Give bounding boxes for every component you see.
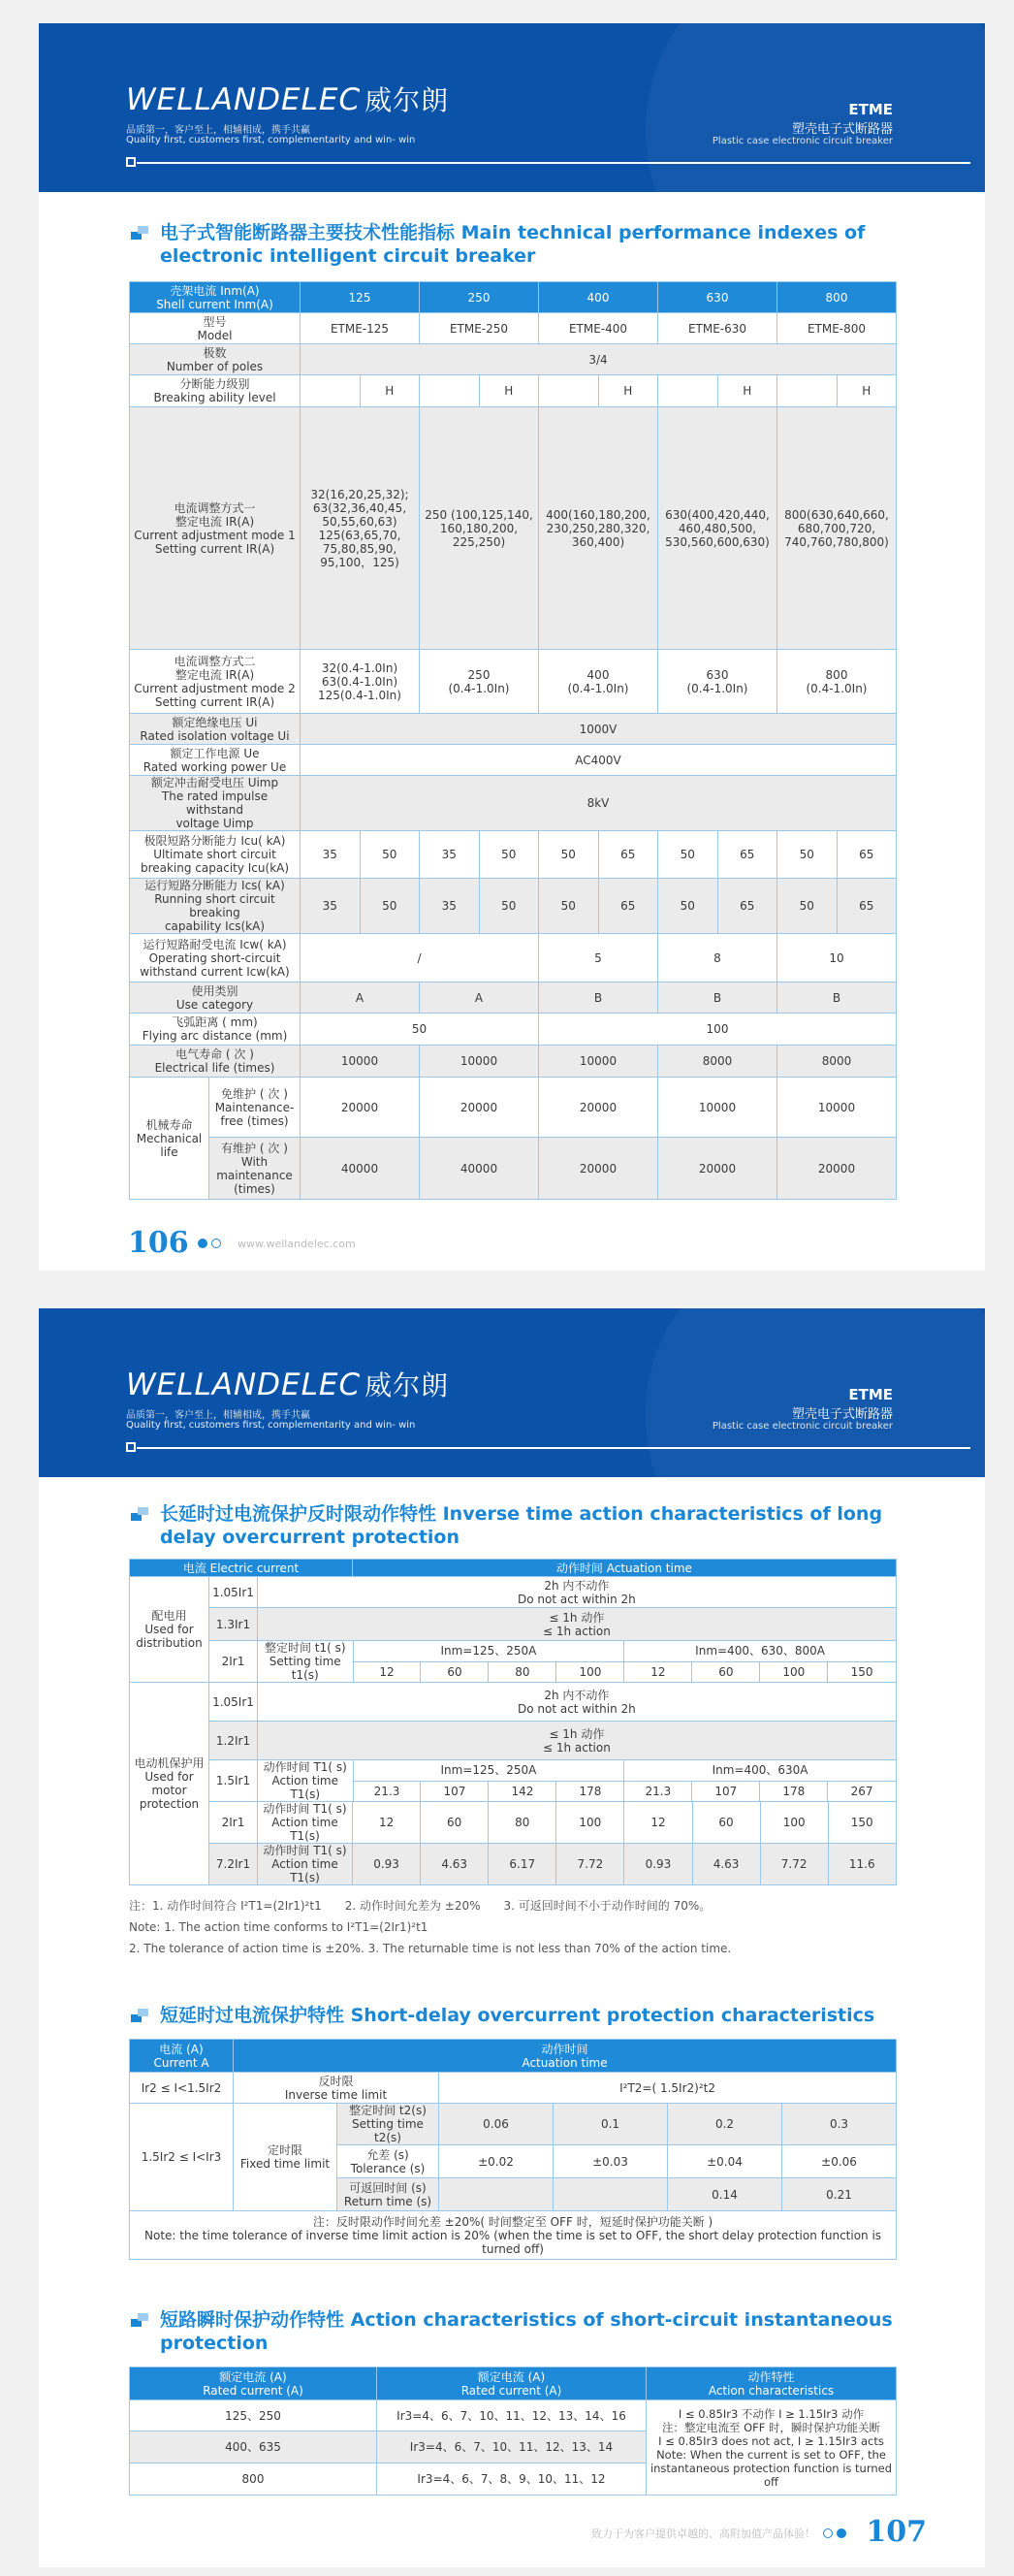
table-cell: 7.72 [556,1844,624,1885]
page-header [39,23,985,192]
table-cell: 8 [658,934,777,982]
table-cell: 125、250 [130,2400,377,2431]
table-cell: 整定时间 t1( s) Setting time t1(s) [258,1641,353,1682]
table-cell: 1.2Ir1 [209,1722,258,1760]
table-row [130,2367,897,2400]
table-cell: Inm=400、630、800A [624,1641,896,1661]
row-label: 极数 Number of poles [130,344,301,375]
row-label: 机械寿命 Mechanical life [130,1078,209,1200]
table-cell: 12 [353,1802,421,1844]
table-cell: H [360,375,420,407]
table-cell: 178 [760,1781,828,1801]
row-label: 电流调整方式二 整定电流 IR(A) Current adjustment mode 2 Setting current IR(A) [130,650,301,714]
table-cell: ≤ 1h 动作 ≤ 1h action [258,1722,897,1760]
table-cell: 150 [828,1661,896,1682]
table-row [130,745,897,776]
row-label: 极限短路分断能力 Icu( kA) Ultimate short circuit breaking capacity Icu(kA) [130,831,301,879]
table-cell: 400 (0.4-1.0In) [539,650,658,714]
table-cell: 50 [479,879,539,934]
table-cell: 107 [692,1781,760,1801]
section-square-icon [131,2009,148,2022]
table-cell: Ir2 ≤ I<1.5Ir2 [130,2073,234,2104]
table-cell: 动作时间 T1( s) Action time T1(s) [258,1760,353,1801]
table-header: 额定电流 (A) Rated current (A) [130,2367,377,2400]
table-row [130,831,897,879]
table-cell: 5 [539,934,658,982]
row-label: 壳架电流 Inm(A) Shell current Inm(A) [130,282,301,313]
table-cell: 800 [130,2463,377,2496]
table-cell: H [717,375,777,407]
table-cell: 50 [658,879,718,934]
table-cell: 12 [624,1802,692,1844]
table-cell: 65 [837,831,897,879]
table-cell: 178 [556,1781,624,1801]
table-cell: 40000 [420,1138,539,1200]
table-cell: 60 [692,1661,760,1682]
table-cell: 80 [489,1661,556,1682]
row-label: 电气寿命 ( 次 ) Electrical life (times) [130,1046,301,1078]
nested-table [258,1641,896,1682]
table-cell: 3/4 [301,344,897,375]
table-cell: 35 [420,879,480,934]
table-cell: 50 [777,879,838,934]
table-cell: 80 [489,1802,556,1844]
table-cell: Ir3=4、6、7、10、11、12、13、14 [377,2431,647,2463]
table-cell: B [658,982,777,1014]
page-number: 107 [866,2515,927,2549]
table-cell: 1.05Ir1 [209,1577,258,1608]
table-cell: Inm=400、630A [624,1760,896,1781]
header-square-mark [126,157,136,167]
table-cell: 20000 [777,1138,897,1200]
table-cell: 0.14 [668,2178,782,2211]
section-square-icon [131,2313,148,2327]
table-cell: 12 [353,1661,421,1682]
table-cell: 40000 [301,1138,420,1200]
table-cell: 32(0.4-1.0In) 63(0.4-1.0In) 125(0.4-1.0In) [301,650,420,714]
table-cell: 100 [539,1014,897,1046]
table-cell: A [301,982,420,1014]
table-cell: 1000V [301,714,897,745]
table-row [130,650,897,714]
note-en: 2. The tolerance of action time is ±20%. 3. The returnable time is not less than 70% of the action time. [129,1942,732,1955]
row-label: 型号 Model [130,313,301,344]
table-cell: 可返回时间 (s) Return time (s) [337,2178,439,2211]
table-cell: 65 [837,879,897,934]
table-cell: 50 [539,831,599,879]
table-cell: 4.63 [692,1844,760,1885]
row-label: 配电用 Used for distribution [130,1577,209,1683]
table-header: 电流 (A) Current A [130,2040,234,2073]
row-label: 额定绝缘电压 Ui Rated isolation voltage Ui [130,714,301,745]
table-row [130,2040,897,2073]
table-row [130,344,897,375]
table-row [130,1641,897,1683]
page-number: 106 [128,1226,189,1260]
row-label: 分断能力级别 Breaking ability level [130,375,301,407]
table-cell [301,375,361,407]
table-cell: 8000 [777,1046,897,1078]
table-row [130,879,897,934]
table-cell: ±0.02 [439,2145,554,2178]
table-cell [658,375,718,407]
row-label: 额定工作电源 Ue Rated working power Ue [130,745,301,776]
table-cell: ETME-125 [301,313,420,344]
table-cell: 50 [658,831,718,879]
table-cell: 250 (0.4-1.0In) [420,650,539,714]
table-cell: 10000 [658,1078,777,1138]
table-header: 动作时间 Actuation time [353,1560,897,1577]
table-cell: 50 [479,831,539,879]
product-en: Plastic case electronic circuit breaker [712,1421,893,1432]
footer-text: 致力于为客户提供卓越的、高附加值产品体验！ [591,2528,815,2540]
table-cell: H [598,375,658,407]
table-row [130,1046,897,1078]
table-cell: 65 [598,879,658,934]
table-cell: H [479,375,539,407]
table-note: 注：反时限动作时间允差 ±20%( 时间整定至 OFF 时，短延时保护功能关断 ) Note: the time tolerance of inverse time limit action is 20% (when the time is set to OFF, the short delay protection function is turned off) [130,2211,897,2260]
table-cell: 50 [360,831,420,879]
row-sublabel: 免维护 ( 次 ) Maintenance- free (times) [209,1078,301,1138]
table-row [130,982,897,1014]
table-row [130,1802,897,1844]
table-cell: 动作时间 T1( s) Action time T1(s) [258,1802,353,1844]
table-cell [258,1641,897,1683]
table-header: 电流 Electric current [130,1560,353,1577]
table-cell: 107 [421,1781,489,1801]
table-cell: B [539,982,658,1014]
table-cell: 35 [301,879,361,934]
table-cell: A [420,982,539,1014]
series-name: ETME [848,101,893,118]
table-cell [420,375,480,407]
table-cell: 7.2Ir1 [209,1844,258,1885]
table-cell: 允差 (s) Tolerance (s) [337,2145,439,2178]
row-label: 额定冲击耐受电压 Uimp The rated impulse withstand voltage Uimp [130,776,301,831]
row-label: 运行短路耐受电流 Icw( kA) Operating short-circuit withstand current Icw(kA) [130,934,301,982]
table-cell: 6.17 [489,1844,556,1885]
table-cell: 定时限 Fixed time limit [234,2104,337,2211]
page-dots-icon [198,1237,229,1250]
note-cn: 注：1. 动作时间符合 I²T1=(2Ir1)²t1 2. 动作时间允差为 ±20% 3. 可返回时间不小于动作时间的 70%。 [129,1899,712,1913]
table-cell: 800 [777,282,897,313]
product-en: Plastic case electronic circuit breaker [712,136,893,146]
table-header: 动作特性 Action characteristics [647,2367,897,2400]
table-cell: 50 [301,1014,539,1046]
table-cell: 整定时间 t2(s) Setting time t2(s) [337,2104,439,2145]
table-cell: 8000 [658,1046,777,1078]
table-cell: 2Ir1 [209,1641,258,1683]
table-row [130,2400,897,2431]
section-title: 短延时过电流保护特性 Short-delay overcurrent protection characteristics [131,2004,935,2027]
table-cell: 11.6 [828,1844,896,1885]
table-cell: 100 [556,1802,624,1844]
row-label: 运行短路分断能力 Ics( kA) Running short circuit breaking capability Ics(kA) [130,879,301,934]
table-row [130,1577,897,1608]
table-cell: 50 [539,879,599,934]
table-header: 额定电流 (A) Rated current (A) [377,2367,647,2400]
table-cell: 400(160,180,200, 230,250,280,320, 360,400) [539,407,658,650]
table-cell: 7.72 [760,1844,828,1885]
section-square-icon [131,1507,148,1521]
row-label: 电动机保护用 Used for motor protection [130,1683,209,1885]
table-cell: 32(16,20,25,32); 63(32,36,40,45, 50,55,60,63) 125(63,65,70, 75,80,85,90, 95,100，125) [301,407,420,650]
table-row [130,1683,897,1722]
table-cell: 60 [692,1802,760,1844]
table-cell: 1.5Ir1 [209,1760,258,1802]
table-row [130,282,897,313]
table-row [130,1608,897,1641]
table-cell: 1.05Ir1 [209,1683,258,1722]
table-cell: 100 [760,1661,828,1682]
section-title: 长延时过电流保护反时限动作特性 Inverse time action characteristics of long delay overcurrent protection [131,1502,935,1549]
table-cell: 20000 [658,1138,777,1200]
product-cn: 塑壳电子式断路器 [791,122,893,137]
long-delay-table [129,1559,897,1885]
table-cell: ETME-800 [777,313,897,344]
table-cell: 50 [360,879,420,934]
table-cell: ETME-250 [420,313,539,344]
table-cell: 1.3Ir1 [209,1608,258,1641]
table-cell: 65 [717,879,777,934]
slogan-cn: 品质第一，客户至上，相辅相成，携手共赢 [126,125,310,136]
table-row [130,1844,897,1885]
table-cell: H [837,375,897,407]
note-en: Note: 1. The action time conforms to I²T1=(2Ir1)²t1 [129,1920,428,1934]
table-cell: 2Ir1 [209,1802,258,1844]
table-cell [777,375,838,407]
table-cell: 630(400,420,440, 460,480,500, 530,560,600,630) [658,407,777,650]
table-cell: 10000 [301,1046,420,1078]
table-cell [439,2178,554,2211]
slogan-cn: 品质第一，客户至上，相辅相成，携手共赢 [126,1410,310,1421]
header-rule [137,162,970,164]
table-row [130,1760,897,1802]
table-cell: / [301,934,539,982]
table-cell: ≤ 1h 动作 ≤ 1h action [258,1608,897,1641]
tech-spec-table [129,281,897,1078]
table-cell [554,2178,668,2211]
page-dots-icon [823,2527,854,2540]
header-square-mark [126,1442,136,1452]
table-cell: 10000 [539,1046,658,1078]
table-cell: 400 [539,282,658,313]
table-row [130,1722,897,1760]
page-107 [39,1308,985,2567]
product-cn: 塑壳电子式断路器 [791,1407,893,1422]
table-cell: 20000 [420,1078,539,1138]
table-header: 动作时间 Actuation time [234,2040,897,2073]
brand-logo: WELLANDELEC 威尔朗 [126,82,450,117]
table-cell: 250 [420,282,539,313]
table-cell: 630 (0.4-1.0In) [658,650,777,714]
brand-logo: WELLANDELEC 威尔朗 [126,1368,450,1402]
table-cell: 65 [598,831,658,879]
table-row [130,934,897,982]
row-label: 飞弧距离 ( mm) Flying arc distance (mm) [130,1014,301,1046]
table-cell: 20000 [539,1078,658,1138]
table-cell: 35 [420,831,480,879]
table-cell: 0.2 [668,2104,782,2145]
table-cell: 142 [489,1781,556,1801]
table-cell: 20000 [301,1078,420,1138]
table-cell: AC400V [301,745,897,776]
table-cell: Ir3=4、6、7、8、9、10、11、12 [377,2463,647,2496]
table-cell: ETME-630 [658,313,777,344]
short-delay-table [129,2039,897,2260]
table-cell: 2h 内不动作 Do not act within 2h [258,1683,897,1722]
table-cell: Ir3=4、6、7、10、11、12、13、14、16 [377,2400,647,2431]
table-cell: 0.06 [439,2104,554,2145]
table-cell: 12 [624,1661,692,1682]
table-cell: Inm=125、250A [353,1760,624,1781]
table-cell: 反时限 Inverse time limit [234,2073,439,2104]
table-cell: 动作时间 T1( s) Action time T1(s) [258,1844,353,1885]
table-row [130,407,897,650]
table-cell: 20000 [539,1138,658,1200]
section-square-icon [131,226,148,240]
table-cell: 100 [556,1661,624,1682]
table-cell: 100 [760,1802,828,1844]
table-row [130,714,897,745]
table-cell [539,375,599,407]
table-row [130,1014,897,1046]
table-cell: 150 [828,1802,896,1844]
table-cell: ±0.06 [782,2145,897,2178]
row-label: 电流调整方式一 整定电流 IR(A) Current adjustment mode 1 Setting current IR(A) [130,407,301,650]
website[interactable]: www.wellandelec.com [238,1238,356,1250]
table-cell: 267 [828,1781,896,1801]
table-cell: ±0.04 [668,2145,782,2178]
table-row [130,2211,897,2260]
series-name: ETME [848,1386,893,1403]
table-cell: 60 [421,1802,489,1844]
table-cell: 800(630,640,660, 680,700,720, 740,760,780,800) [777,407,897,650]
table-cell: I²T2=( 1.5Ir2)²t2 [439,2073,897,2104]
table-cell: 10000 [777,1078,897,1138]
table-cell: 35 [301,831,361,879]
table-cell: 400、635 [130,2431,377,2463]
table-cell: 0.93 [624,1844,692,1885]
table-cell: 800 (0.4-1.0In) [777,650,897,714]
table-cell: 50 [777,831,838,879]
table-cell: 0.3 [782,2104,897,2145]
table-cell: 21.3 [353,1781,421,1801]
table-cell: 0.1 [554,2104,668,2145]
table-cell: 125 [301,282,420,313]
page-header [39,1308,985,1477]
table-row [130,776,897,831]
table-cell: 630 [658,282,777,313]
table-cell: ±0.03 [554,2145,668,2178]
table-cell: ETME-400 [539,313,658,344]
row-label: 使用类别 Use category [130,982,301,1014]
section-title: 短路瞬时保护动作特性 Action characteristics of short-circuit instantaneous protection [131,2308,935,2355]
table-cell: 65 [717,831,777,879]
table-cell: 0.21 [782,2178,897,2211]
mech-life-table [129,1077,897,1200]
table-cell: 21.3 [624,1781,692,1801]
table-cell: 1.5Ir2 ≤ I<Ir3 [130,2104,234,2211]
instantaneous-table [129,2367,897,2496]
table-cell: 8kV [301,776,897,831]
table-row [130,375,897,407]
slogan-en: Quality first, customers first, complementarity and win- win [126,135,416,145]
table-cell: 10 [777,934,897,982]
table-row [130,313,897,344]
table-cell: 250 (100,125,140, 160,180,200, 225,250) [420,407,539,650]
table-cell: 2h 内不动作 Do not act within 2h [258,1577,897,1608]
table-row [130,1560,897,1577]
header-rule [137,1447,970,1449]
table-cell: 4.63 [421,1844,489,1885]
table-cell: I ≤ 0.85Ir3 不动作 I ≥ 1.15Ir3 动作 注：整定电流至 OFF 时，瞬时保护功能关断 I ≤ 0.85Ir3 does not act, I ≥ 1.15Ir3 acts Note: When the current is set to OFF, the instantaneous protection function is turned off [647,2400,897,2496]
notes [129,1895,904,1959]
table-row [130,2104,897,2145]
row-sublabel: 有维护 ( 次 ) With maintenance (times) [209,1138,301,1200]
table-cell: 10000 [420,1046,539,1078]
table-row [130,1138,897,1200]
table-row [130,2073,897,2104]
table-cell: 60 [421,1661,489,1682]
page-106 [39,23,985,1271]
table-cell [258,1760,897,1802]
table-row [130,1078,897,1138]
table-cell: Inm=125、250A [353,1641,624,1661]
slogan-en: Quality first, customers first, complementarity and win- win [126,1420,416,1431]
table-cell: 0.93 [353,1844,421,1885]
table-cell: B [777,982,897,1014]
section-title: 电子式智能断路器主要技术性能指标 Main technical performance indexes of electronic intelligent circuit breaker [131,221,935,268]
nested-table [258,1760,896,1801]
